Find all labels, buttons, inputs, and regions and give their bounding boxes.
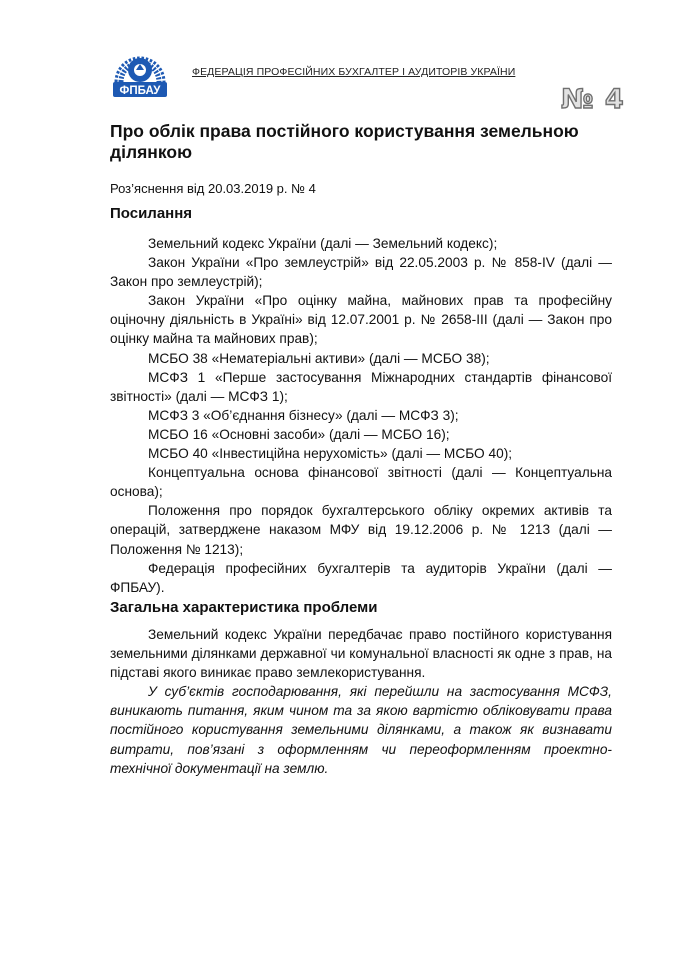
logo-text: ФПБАУ <box>119 85 161 97</box>
problem-question: У суб’єктів господарювання, які перейшли на застосування МСФЗ, виникають питання, яким чином та за якою вартістю обліковувати права постійного користування земельними ділянками, а також як визнавати витрати, пов’язані з оформленням чи переоформленням проектно-технічної документації на землю. <box>110 684 612 776</box>
reference-item: МСБО 40 «Інвестиційна нерухомість» (далі — МСБО 40); <box>148 446 513 462</box>
issue-number: № 4 <box>561 84 625 115</box>
document-title: Про облік права постійного користування земельною ділянкою <box>110 121 579 162</box>
reference-item: Земельний кодекс України (далі — Земельний кодекс); <box>148 236 498 251</box>
problem-section <box>110 625 612 778</box>
reference-item: Положення про порядок бухгалтерського обліку окремих активів та операцій, затверджене наказом МФУ від 19.12.2006 р. № 1213 (далі — Положення № 1213); <box>110 503 612 557</box>
references-heading: Посилання <box>110 205 193 222</box>
reference-item: Концептуальна основа фінансової звітності (далі — Концептуальна основа); <box>110 465 612 500</box>
reference-item: МСБО 38 «Нематеріальні активи» (далі — МСБО 38); <box>148 350 490 366</box>
reference-item: Закон України «Про землеустрій» від 22.05.2003 р. № 858-IV (далі — Закон про землеустрій); <box>110 255 612 290</box>
fpbau-logo <box>112 44 168 100</box>
problem-heading: Загальна характеристика проблеми <box>110 599 378 616</box>
references-list <box>110 234 612 597</box>
reference-item: МСФЗ 3 «Об’єднання бізнесу» (далі — МСФЗ 3); <box>148 407 459 423</box>
organization-name: ФЕДЕРАЦІЯ ПРОФЕСІЙНИХ БУХГАЛТЕР І АУДИТОРІВ УКРАЇНИ <box>192 66 516 78</box>
logo-emblem <box>112 44 168 100</box>
reference-item: Закон України «Про оцінку майна, майнових прав та професійну оціночну діяльність в Україні» від 12.07.2001 р. № 2658-III (далі — Закон про оцінку майна та майнових прав); <box>110 293 612 347</box>
reference-item: Федерація професійних бухгалтерів та аудиторів України (далі — ФПБАУ). <box>110 560 612 595</box>
reference-item: МСБО 16 «Основні засоби» (далі — МСБО 16); <box>148 426 450 442</box>
clarification-date: Роз’яснення від 20.03.2019 р. № 4 <box>110 181 316 196</box>
problem-paragraph: Земельний кодекс України передбачає право постійного користування земельними ділянками державної чи комунальної власності як одне з прав, на підставі якого виникає право землекористування. <box>110 627 612 681</box>
reference-item: МСФЗ 1 «Перше застосування Міжнародних стандартів фінансової звітності» (далі — МСФЗ 1); <box>110 369 612 404</box>
